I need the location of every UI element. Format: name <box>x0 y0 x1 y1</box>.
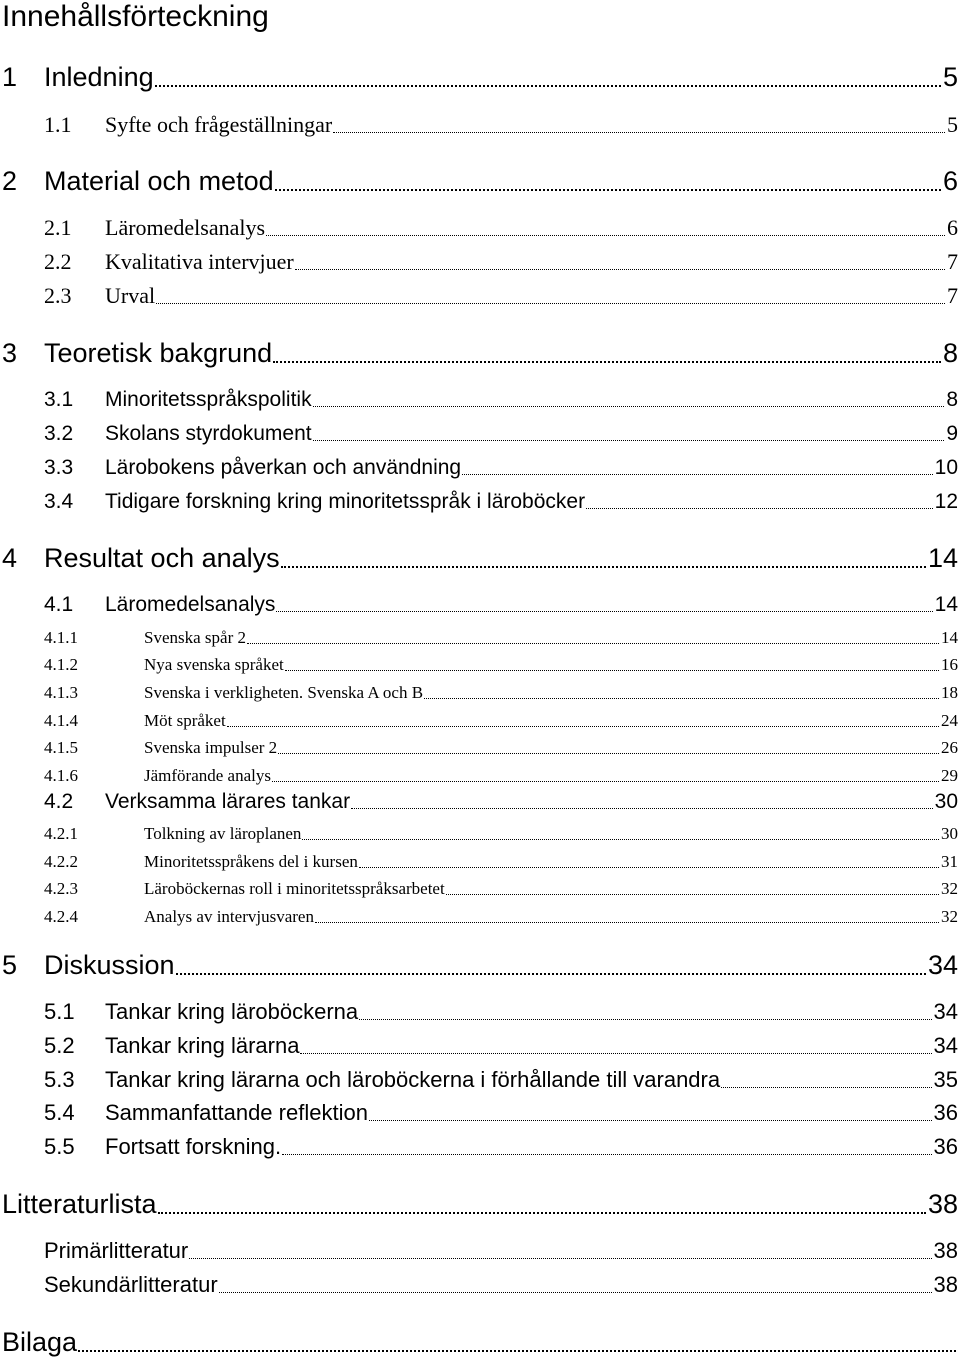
toc-entry-page[interactable]: 6 <box>947 215 958 240</box>
toc-entry-number: 3 <box>2 338 18 368</box>
toc-entry[interactable] <box>0 675 958 703</box>
toc-entry-label[interactable]: Möt språket <box>144 711 226 730</box>
toc-entry-page[interactable]: 26 <box>941 738 958 757</box>
toc-entry[interactable] <box>0 486 958 514</box>
toc-entry-page[interactable]: 36 <box>933 1100 958 1125</box>
toc-entry[interactable] <box>0 1270 958 1298</box>
toc-entry-label[interactable]: Läromedelsanalys <box>105 593 276 616</box>
toc-entry-label[interactable]: Litteraturlista <box>2 1189 157 1219</box>
toc-entry-number: 5.4 <box>44 1100 75 1125</box>
toc-entry[interactable] <box>0 871 958 899</box>
page-title: Innehållsförteckning <box>2 0 269 33</box>
toc-entry[interactable] <box>0 758 958 786</box>
toc-leader-dots <box>266 235 945 236</box>
toc-entry[interactable] <box>0 816 958 844</box>
toc-entry[interactable] <box>0 950 958 981</box>
toc-entry[interactable] <box>0 620 958 648</box>
toc-entry-page[interactable]: 38 <box>933 1238 958 1263</box>
toc-entry-number: 4.1.3 <box>44 683 78 702</box>
toc-entry-page[interactable]: 29 <box>941 766 958 785</box>
toc-entry-page[interactable]: 32 <box>941 907 958 926</box>
toc-entry-number: 4.2.1 <box>44 824 78 843</box>
toc-entry-page[interactable]: 34 <box>933 1033 958 1058</box>
toc-entry-number: 4.2.2 <box>44 852 78 871</box>
toc-entry-label[interactable]: Diskussion <box>44 950 175 980</box>
toc-leader-dots <box>369 1120 932 1121</box>
toc-leader-dots <box>462 474 933 475</box>
toc-leader-dots <box>273 361 941 363</box>
toc-leader-dots <box>351 808 933 809</box>
toc-entry-number: 2.3 <box>44 283 72 308</box>
toc-entry-page[interactable]: 7 <box>947 249 958 274</box>
toc-leader-dots <box>281 566 926 568</box>
toc-entry-page[interactable]: 14 <box>927 543 958 573</box>
toc-entry-page[interactable]: 14 <box>941 628 958 647</box>
toc-entry-number: 2 <box>2 166 18 196</box>
toc-entry-label[interactable]: Skolans styrdokument <box>105 422 312 445</box>
toc-leader-dots <box>275 189 941 191</box>
toc-entry-number: 1 <box>2 62 18 92</box>
toc-entry-page[interactable]: 32 <box>941 879 958 898</box>
toc-entry-label[interactable]: Svenska i verkligheten. Svenska A och B <box>144 683 424 702</box>
toc-entry-number: 4.2.3 <box>44 879 78 898</box>
toc-entry-label[interactable]: Svenska spår 2 <box>144 628 246 647</box>
toc-leader-dots <box>721 1087 931 1088</box>
toc-entry[interactable] <box>0 899 958 927</box>
toc-entry-number: 5 <box>2 950 18 980</box>
toc-leader-dots <box>247 643 939 644</box>
toc-entry-label[interactable]: Tankar kring lärarna och läroböckerna i förhållande till varandra <box>105 1067 721 1092</box>
toc-entry-number: 4.2.4 <box>44 907 78 926</box>
toc-entry-page[interactable]: 9 <box>946 422 958 445</box>
toc-leader-dots <box>285 670 939 671</box>
toc-entry-number: 4.1.1 <box>44 628 78 647</box>
toc-leader-dots <box>276 611 932 612</box>
toc-entry-page[interactable]: 36 <box>933 1134 958 1159</box>
toc-leader-dots <box>359 867 939 868</box>
toc-entry-label[interactable]: Fortsatt forskning. <box>105 1134 282 1159</box>
toc-entry-page[interactable]: 5 <box>942 62 958 92</box>
toc-entry-page[interactable]: 10 <box>934 456 958 479</box>
toc-entry[interactable] <box>0 844 958 872</box>
toc-entry-number: 4.1 <box>44 593 74 616</box>
toc-entry-label[interactable]: Minoritetsspråkens del i kursen <box>144 852 358 871</box>
toc-entry-label[interactable]: Lärobokens påverkan och användning <box>105 456 462 479</box>
toc-entry-page[interactable]: 31 <box>941 852 958 871</box>
toc-entry[interactable] <box>0 543 958 574</box>
toc-entry-label[interactable]: Syfte och frågeställningar <box>105 112 333 137</box>
toc-entry[interactable] <box>0 110 958 138</box>
toc-entry-page[interactable]: 14 <box>934 593 958 616</box>
toc-entry-number: 3.2 <box>44 422 74 445</box>
toc-entry-label[interactable]: Läromedelsanalys <box>105 215 266 240</box>
toc-leader-dots <box>295 269 945 270</box>
toc-entry-label[interactable]: Tolkning av läroplanen <box>144 824 302 843</box>
toc-entry[interactable] <box>0 1327 958 1358</box>
toc-entry-label[interactable]: Minoritetsspråkspolitik <box>105 388 312 411</box>
toc-entry[interactable] <box>0 730 958 758</box>
toc-entry-label[interactable]: Sekundärlitteratur <box>44 1272 218 1297</box>
toc-leader-dots <box>156 303 945 304</box>
toc-leader-dots <box>300 1053 931 1054</box>
toc-entry-label[interactable]: Urval <box>105 283 156 308</box>
toc-entry[interactable] <box>0 213 958 241</box>
toc-leader-dots <box>219 1292 932 1293</box>
toc-entry-page[interactable]: 34 <box>927 950 958 980</box>
toc-entry-page[interactable]: 8 <box>942 338 958 368</box>
toc-leader-dots <box>158 1212 926 1214</box>
toc-entry-page[interactable]: 38 <box>933 1272 958 1297</box>
toc-entry-number: 3.3 <box>44 456 74 479</box>
toc-entry-page[interactable]: 5 <box>947 112 958 137</box>
toc-entry[interactable] <box>0 647 958 675</box>
toc-entry-label[interactable]: Analys av intervjusvaren <box>144 907 314 926</box>
toc-leader-dots <box>313 406 945 407</box>
toc-leader-dots <box>176 973 926 975</box>
toc-entry[interactable] <box>0 418 958 446</box>
toc-entry-number: 4.2 <box>44 790 74 813</box>
toc-entry-number: 3.1 <box>44 388 74 411</box>
toc-leader-dots <box>333 132 945 133</box>
toc-entry-number: 5.3 <box>44 1067 75 1092</box>
toc-entry-label[interactable]: Material och metod <box>44 166 274 196</box>
toc-entry-number: 4.1.5 <box>44 738 78 757</box>
toc-entry-label[interactable]: Kvalitativa intervjuer <box>105 249 294 274</box>
toc-entry-number: 4 <box>2 543 18 573</box>
toc-entry-page[interactable]: 7 <box>947 283 958 308</box>
toc-entry-page[interactable]: 12 <box>934 490 958 513</box>
toc-leader-dots <box>272 781 939 782</box>
toc-entry-label[interactable]: Tankar kring lärarna <box>105 1033 300 1058</box>
toc-leader-dots <box>155 85 941 87</box>
toc-leader-dots <box>227 726 939 727</box>
toc-entry-number: 4.1.2 <box>44 655 78 674</box>
toc-entry-label[interactable]: Jämförande analys <box>144 766 271 785</box>
toc-entry-page[interactable]: 8 <box>946 388 958 411</box>
toc-leader-dots <box>586 508 933 509</box>
toc-entry-number: 2.2 <box>44 249 72 274</box>
toc-leader-dots <box>282 1154 931 1155</box>
toc-entry[interactable] <box>0 1236 958 1264</box>
toc-entry-number: 3.4 <box>44 490 74 513</box>
toc-entry-label[interactable]: Resultat och analys <box>44 543 280 573</box>
toc-entry-page[interactable]: 38 <box>927 1189 958 1219</box>
toc-leader-dots <box>189 1258 931 1259</box>
toc-entry-label[interactable]: Nya svenska språket <box>144 655 284 674</box>
toc-entry-label[interactable]: Inledning <box>44 62 154 92</box>
toc-entry[interactable] <box>0 338 958 369</box>
toc-entry[interactable] <box>0 1132 958 1160</box>
toc-leader-dots <box>78 1350 956 1352</box>
toc-entry-label[interactable]: Verksamma lärares tankar <box>105 790 351 813</box>
toc-entry[interactable] <box>0 786 958 814</box>
toc-entry-label[interactable]: Tidigare forskning kring minoritetsspråk i läroböcker <box>105 490 586 513</box>
toc-entry[interactable] <box>0 62 958 93</box>
toc-entry[interactable] <box>0 384 958 412</box>
toc-entry-number: 1.1 <box>44 112 72 137</box>
toc-entry-page[interactable]: 35 <box>933 1067 958 1092</box>
toc-entry[interactable] <box>0 247 958 275</box>
toc-leader-dots <box>278 753 939 754</box>
toc-entry-label[interactable]: Sammanfattande reflektion <box>105 1100 368 1125</box>
toc-leader-dots <box>446 894 939 895</box>
toc-entry[interactable] <box>0 1031 958 1059</box>
toc-leader-dots <box>359 1019 931 1020</box>
toc-entry-number: 4.1.4 <box>44 711 78 730</box>
toc-entry[interactable] <box>0 166 958 197</box>
toc-entry-number: 5.1 <box>44 999 75 1024</box>
toc-entry-page[interactable]: 34 <box>933 999 958 1024</box>
toc-leader-dots <box>424 698 939 699</box>
toc-entry-label[interactable]: Tankar kring läroböckerna <box>105 999 359 1024</box>
toc-entry[interactable] <box>0 281 958 309</box>
toc-entry-number: 2.1 <box>44 215 72 240</box>
toc-leader-dots <box>302 839 939 840</box>
toc-entry-number: 5.5 <box>44 1134 75 1159</box>
toc-entry[interactable] <box>0 1065 958 1093</box>
toc-entry-page[interactable]: 30 <box>941 824 958 843</box>
toc-entry[interactable] <box>0 452 958 480</box>
toc-entry-page[interactable]: 6 <box>942 166 958 196</box>
toc-entry-label[interactable]: Teoretisk bakgrund <box>44 338 273 368</box>
toc-leader-dots <box>315 922 939 923</box>
toc-entry[interactable] <box>0 703 958 731</box>
toc-entry-page[interactable]: 30 <box>934 790 958 813</box>
toc-entry-label[interactable]: Svenska impulser 2 <box>144 738 278 757</box>
toc-entry-page[interactable]: 18 <box>941 683 958 702</box>
toc-leader-dots <box>313 440 945 441</box>
toc-entry[interactable] <box>0 1189 958 1220</box>
toc-entry[interactable] <box>0 997 958 1025</box>
toc-entry-page[interactable]: 16 <box>941 655 958 674</box>
toc-entry-number: 4.1.6 <box>44 766 78 785</box>
toc-entry[interactable] <box>0 589 958 617</box>
toc-entry-label[interactable]: Bilaga <box>2 1327 78 1357</box>
toc-entry-page[interactable]: 24 <box>941 711 958 730</box>
toc-entry-label[interactable]: Läroböckernas roll i minoritetsspråksarbetet <box>144 879 445 898</box>
toc-entry-label[interactable]: Primärlitteratur <box>44 1238 189 1263</box>
toc-entry-number: 5.2 <box>44 1033 75 1058</box>
toc-entry[interactable] <box>0 1098 958 1126</box>
